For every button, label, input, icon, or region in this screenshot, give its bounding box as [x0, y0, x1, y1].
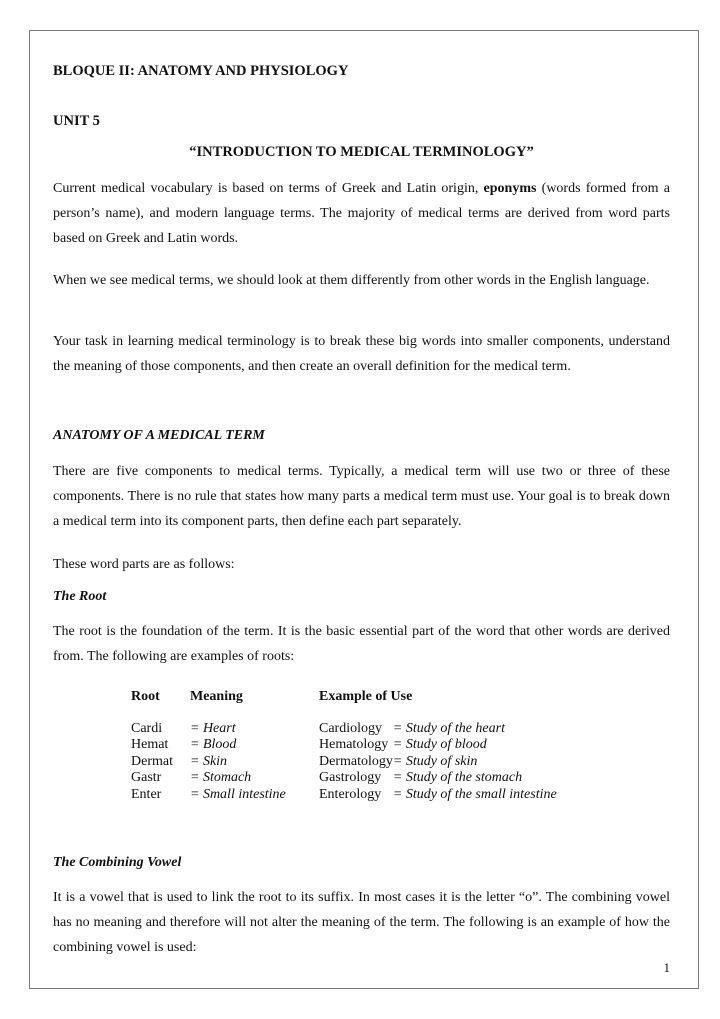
root-cell: Enter — [131, 786, 162, 802]
root-cell: Hemat — [131, 737, 169, 753]
root-cell: Gastr — [131, 770, 162, 786]
header-root: Root — [131, 689, 160, 704]
anatomy-paragraph: There are five components to medical terms. Typically, a medical term will use two or three of these components. There is no rule that states how many parts a medical term must use. Your goal is to break down a medical term into its component parts, then define each part separately. — [53, 464, 670, 529]
root-paragraph: The root is the foundation of the term. It is the basic essential part of the word that other words are derived from. The following are examples of roots: — [53, 624, 670, 664]
example-cell: Dermatology — [319, 753, 393, 769]
eponyms-term: eponyms — [483, 181, 537, 196]
intro-text-cont: (words formed from a person’s name), and modern language terms. The majority of medical terms are derived from word parts based on Greek and Latin words. — [53, 181, 670, 246]
example-cell: Enterology — [319, 786, 382, 802]
table-row — [131, 737, 557, 754]
table-row — [131, 754, 557, 771]
section-heading-anatomy: ANATOMY OF A MEDICAL TERM — [53, 428, 265, 443]
roots-table — [131, 689, 557, 804]
root-cell: Cardi — [131, 720, 163, 736]
root-cell: Dermat — [131, 753, 173, 769]
word-parts-intro: These word parts are as follows: — [53, 557, 235, 572]
table-row — [131, 787, 557, 804]
meaning-cell: = Stomach — [190, 770, 252, 786]
meaning-cell: = Heart — [190, 720, 236, 736]
document-title: “INTRODUCTION TO MEDICAL TERMINOLOGY” — [189, 144, 534, 160]
meaning-cell: = Blood — [190, 737, 237, 753]
intro-paragraph-3: Your task in learning medical terminology is to break these big words into smaller components, understand the meaning of those components, and then create an overall definition for the medical term. — [53, 334, 670, 374]
intro-paragraph-1 — [53, 176, 670, 251]
example-cell: Cardiology — [319, 720, 382, 736]
intro-paragraph-2: When we see medical terms, we should look at them differently from other words in the English language. — [53, 273, 650, 288]
header-meaning: Meaning — [190, 689, 243, 704]
definition-cell: = Study of the heart — [392, 720, 505, 736]
unit-label: UNIT 5 — [53, 113, 100, 129]
example-cell: Gastrology — [319, 770, 382, 786]
roots-table-header — [131, 689, 557, 721]
section-heading-root: The Root — [53, 589, 107, 604]
combining-vowel-paragraph: It is a vowel that is used to link the root to its suffix. In most cases it is the letter “o”. The combining vowel has no meaning and therefore will not alter the meaning of the term. The following is an example of how the combining vowel is used: — [53, 890, 670, 955]
meaning-cell: = Skin — [190, 753, 228, 769]
document-heading: BLOQUE II: ANATOMY AND PHYSIOLOGY — [53, 63, 349, 79]
example-cell: Hematology — [319, 737, 389, 753]
definition-cell: = Study of the small intestine — [392, 786, 557, 802]
definition-cell: = Study of the stomach — [392, 770, 523, 786]
intro-text: Current medical vocabulary is based on terms of Greek and Latin origin, — [53, 181, 484, 196]
page-number: 1 — [663, 960, 670, 975]
definition-cell: = Study of skin — [392, 753, 478, 769]
table-row — [131, 721, 557, 738]
meaning-cell: = Small intestine — [190, 786, 286, 802]
header-example: Example of Use — [319, 689, 413, 704]
section-heading-combining-vowel: The Combining Vowel — [53, 855, 182, 870]
definition-cell: = Study of blood — [392, 737, 487, 753]
table-row — [131, 770, 557, 787]
